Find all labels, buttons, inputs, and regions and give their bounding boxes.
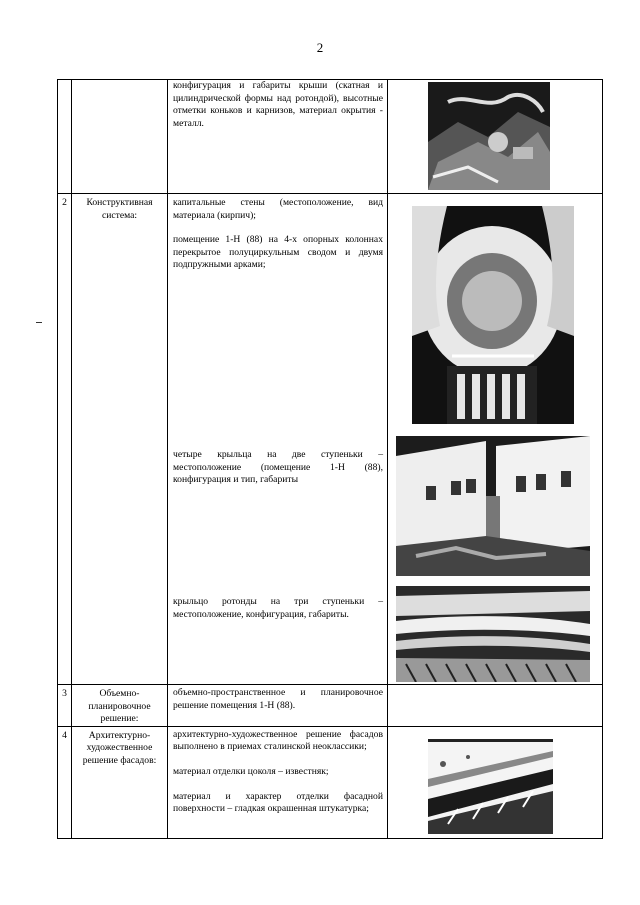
row-number (58, 80, 72, 194)
description-paragraph: материал и характер отделки фасадной поверхности – гладкая окрашенная штукатурка; (173, 790, 383, 815)
row-description (168, 194, 388, 685)
row-number: 2 (58, 194, 72, 685)
row-name (72, 80, 168, 194)
photo-cell (388, 80, 603, 194)
description-paragraph: капитальные стены (местоположение, вид материала (кирпич); (173, 197, 383, 221)
photo-cell (388, 685, 603, 727)
rotunda-porch-photo (396, 586, 590, 682)
row-number: 4 (58, 726, 72, 838)
page-number: 2 (316, 40, 324, 55)
description-paragraph: конфигурация и габариты крыши (скатная и цилиндрической формы над ротондой), высотные отметки коньков и карнизов, материал окрытия - металл. (173, 80, 383, 129)
description-paragraph: помещение 1-Н (88) на 4-х опорных колоннах перекрытое полуциркульным сводом и двумя подпружными арками; (173, 234, 383, 271)
table-row (58, 80, 603, 194)
roof-photo (428, 82, 550, 190)
photo-cell (388, 726, 603, 838)
description-paragraph: архитектурно-художественное решение фасадов выполнено в приемах сталинской неоклассики; (173, 728, 383, 753)
row-name: Конструктивная система: (72, 194, 168, 685)
table-row (58, 194, 603, 685)
row-description (168, 726, 388, 838)
interior-vault-photo (412, 206, 574, 424)
description-paragraph: четыре крыльца на две ступеньки – местоположение (помещение 1-Н (88), конфигурация и тип, габариты (173, 449, 383, 486)
table-row (58, 685, 603, 727)
row-number: 3 (58, 685, 72, 727)
porch-interior-photo (396, 436, 590, 576)
photo-cell (388, 194, 603, 685)
table-row (58, 726, 603, 838)
margin-mark (36, 322, 42, 323)
row-description (168, 80, 388, 194)
row-description (168, 685, 388, 727)
row-name: Архитектурно-художественное решение фасадов: (72, 726, 168, 838)
specification-table (57, 79, 603, 839)
description-paragraph: крыльцо ротонды на три ступеньки – местоположение, конфигурация, габариты. (173, 596, 383, 620)
description-paragraph: объемно-пространственное и планировочное решение помещения 1-Н (88). (173, 687, 383, 711)
description-paragraph: материал отделки цоколя – известняк; (173, 765, 329, 777)
row-name: Объемно-планировочное решение: (72, 685, 168, 727)
facade-detail-photo (428, 739, 553, 834)
